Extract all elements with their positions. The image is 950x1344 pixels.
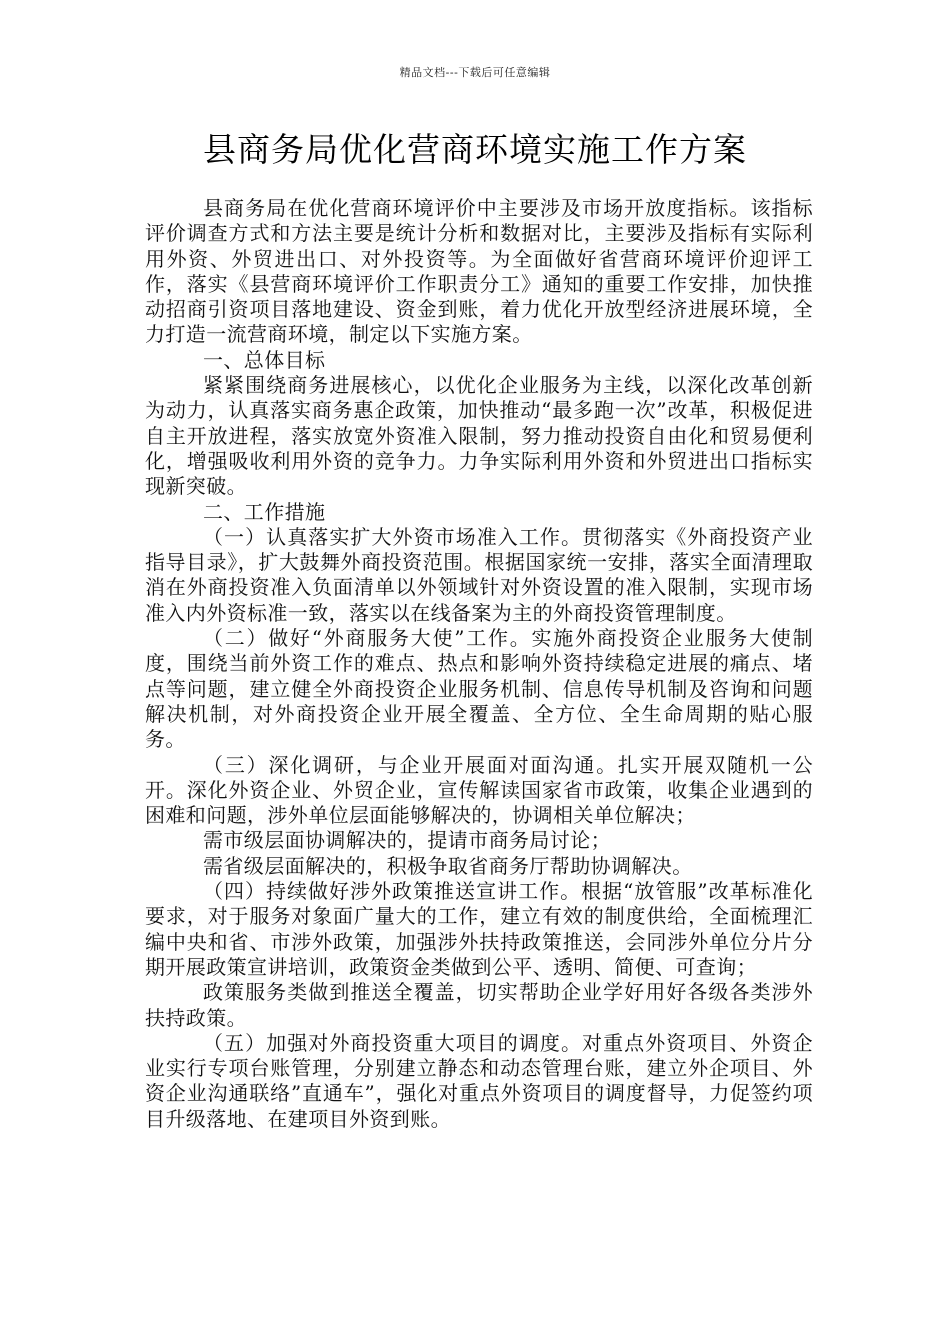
paragraph-measure-4-services: 政策服务类做到推送全覆盖，切实帮助企业学好用好各级各类涉外扶持政策。	[145, 980, 813, 1030]
paragraph-intro: 县商务局在优化营商环境评价中主要涉及市场开放度指标。该指标评价调查方式和方法主要是统计分析和数据对比，主要涉及指标有实际利用外资、外贸进出口、对外投资等。为全面做好省营商环境评价迎评工作，落实《县营商环境评价工作职责分工》通知的重要工作安排，加快推动招商引资项目落地建设、资金到账，着力优化开放型经济进展环境，全力打造一流营商环境，制定以下实施方案。	[145, 196, 813, 347]
paragraph-measure-4: （四）持续做好涉外政策推送宣讲工作。根据“放管服”改革标准化要求，对于服务对象面广量大的工作，建立有效的制度供给，全面梳理汇编中央和省、市涉外政策，加强涉外扶持政策推送，会同涉外单位分片分期开展政策宣讲培训，政策资金类做到公平、透明、简便、可查询；	[145, 879, 813, 979]
paragraph-measure-5: （五）加强对外商投资重大项目的调度。对重点外资项目、外资企业实行专项台账管理，分别建立静态和动态管理台账，建立外企项目、外资企业沟通联络”直通车”，强化对重点外资项目的调度督导，力促签约项目升级落地、在建项目外资到账。	[145, 1030, 813, 1131]
paragraph-measure-1: （一）认真落实扩大外资市场准入工作。贯彻落实《外商投资产业指导目录》，扩大鼓舞外商投资范围。根据国家统一安排，落实全面清理取消在外商投资准入负面清单以外领域针对外资设置的准入限制，实现市场准入内外资标准一致，落实以在线备案为主的外商投资管理制度。	[145, 524, 813, 625]
paragraph-measure-3-city: 需市级层面协调解决的，提请市商务局讨论；	[203, 828, 611, 853]
paragraph-goals: 紧紧围绕商务进展核心，以优化企业服务为主线，以深化改革创新为动力，认真落实商务惠企政策，加快推动“最多跑一次”改革，积极促进自主开放进程，落实放宽外资准入限制，努力推动投资自由化和贸易便利化，增强吸收利用外资的竞争力。力争实际利用外资和外贸进出口指标实现新突破。	[145, 373, 813, 499]
paragraph-measure-3-province: 需省级层面解决的，积极争取省商务厅帮助协调解决。	[203, 853, 693, 878]
paragraph-measure-2: （二）做好“外商服务大使”工作。实施外商投资企业服务大使制度，围绕当前外资工作的难点、热点和影响外资持续稳定进展的痛点、堵点等问题，建立健全外商投资企业服务机制、信息传导机制及咨询和问题解决机制，对外商投资企业开展全覆盖、全方位、全生命周期的贴心服务。	[145, 626, 813, 752]
document-title: 县商务局优化营商环境实施工作方案	[203, 130, 747, 169]
header-note: 精品文档---下载后可任意编辑	[399, 66, 551, 79]
paragraph-measure-3: （三）深化调研，与企业开展面对面沟通。扎实开展双随机一公开。深化外资企业、外贸企业，宣传解读国家省市政策，收集企业遇到的困难和问题，涉外单位层面能够解决的，协调相关单位解决；	[145, 752, 813, 828]
section-heading-goals: 一、总体目标	[203, 347, 326, 372]
document-body	[145, 196, 813, 1132]
section-heading-measures: 二、工作措施	[203, 499, 326, 524]
